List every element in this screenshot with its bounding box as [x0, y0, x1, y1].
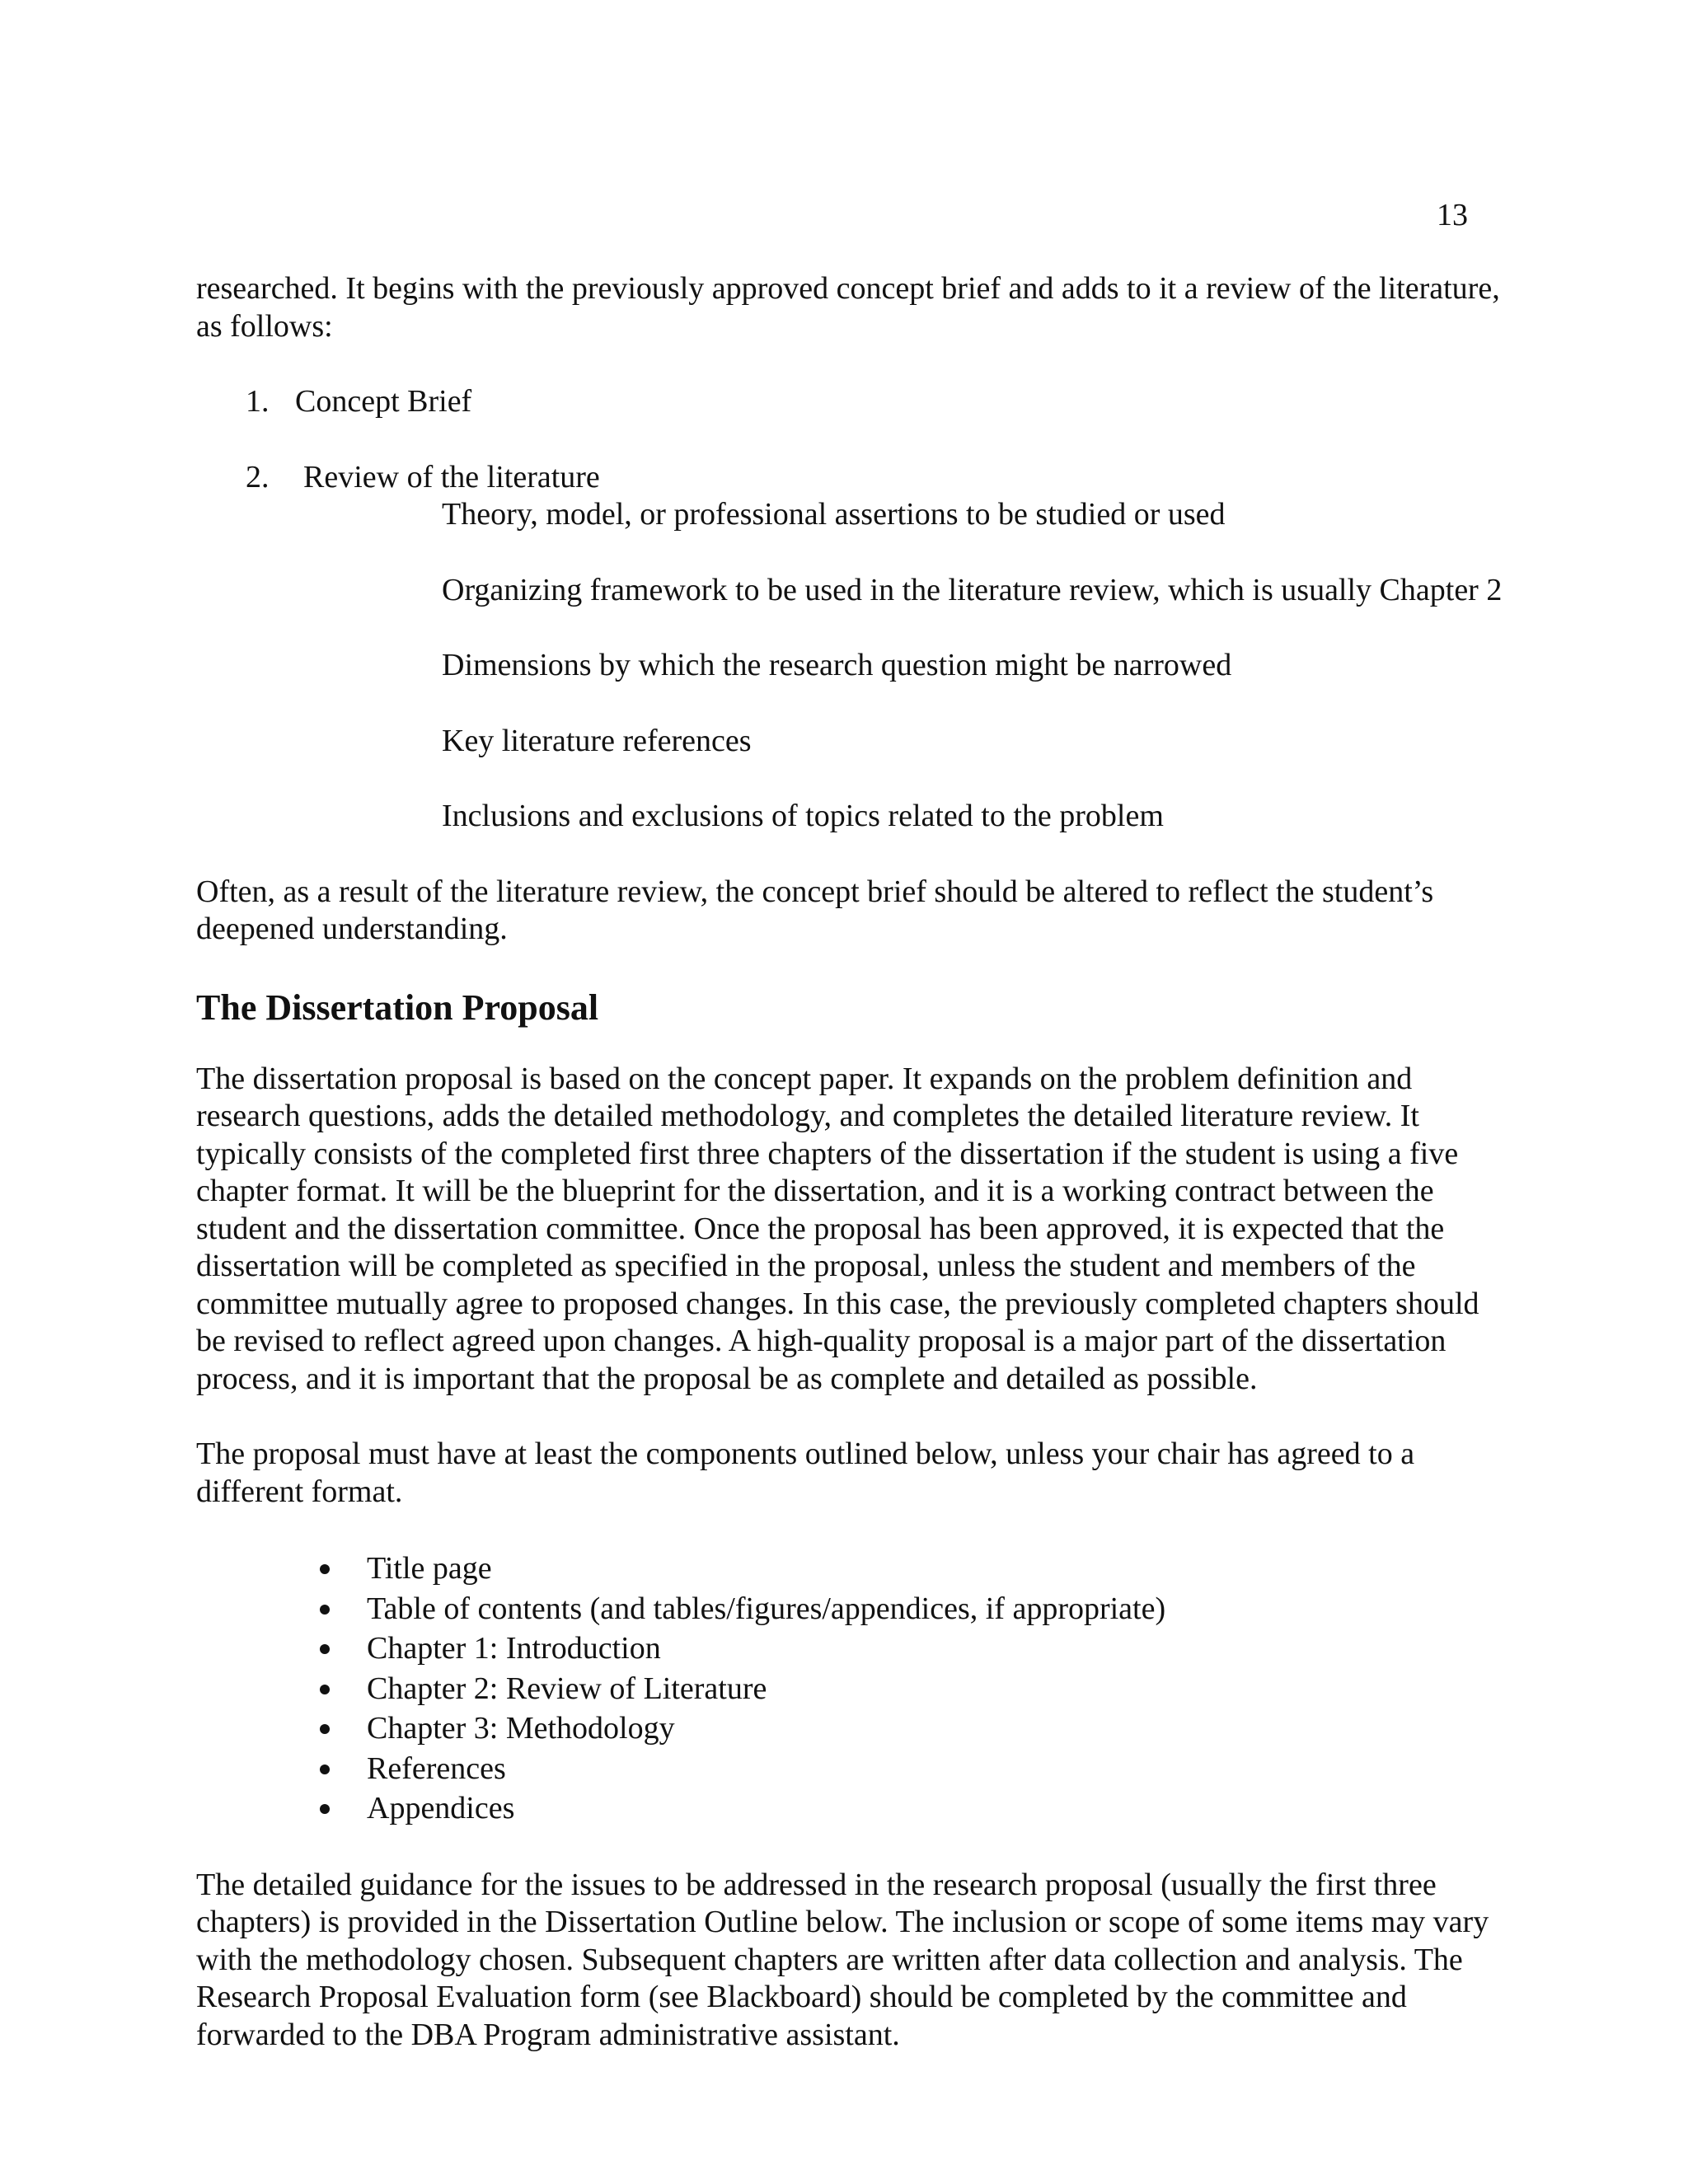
component-item	[320, 1708, 1515, 1749]
bullet-icon	[320, 1765, 330, 1774]
bullet-icon	[320, 1804, 330, 1814]
component-label: Chapter 2: Review of Literature	[367, 1671, 767, 1706]
guidance-paragraph: The detailed guidance for the issues to be addressed in the research proposal (usually the first three chapters) is provided in the Dissertation Outline below. The inclusion or scope of some items may vary with the methodology chosen. Subsequent chapters are written after data collection and analysis. The Research Proposal Evaluation form (see Blackboard) should be completed by the committee and forwarded to the DBA Program administrative assistant.	[196, 1867, 1489, 2052]
numbered-item-concept-brief	[246, 383, 1515, 421]
literature-subitem: Organizing framework to be used in the literature review, which is usually Chapter 2	[442, 572, 1503, 607]
bullet-icon	[320, 1564, 330, 1574]
numbered-item-label: Review of the literature	[303, 459, 600, 494]
components-list	[196, 1549, 1515, 1829]
numbered-item-literature-review	[246, 459, 1515, 836]
component-item	[320, 1788, 1515, 1829]
page-content	[196, 270, 1515, 2092]
numbered-item-number: 2.	[246, 459, 270, 494]
component-item	[320, 1589, 1515, 1629]
component-item	[320, 1749, 1515, 1789]
components-intro: The proposal must have at least the components outlined below, unless your chair has agreed to a different format.	[196, 1436, 1415, 1509]
component-label: Title page	[367, 1551, 492, 1586]
bullet-icon	[320, 1685, 330, 1694]
numbered-item-number: 1.	[246, 384, 270, 419]
literature-subitem: Key literature references	[442, 723, 752, 758]
component-item	[320, 1549, 1515, 1589]
literature-subitem: Inclusions and exclusions of topics related to the problem	[442, 799, 1164, 833]
concept-brief-note: Often, as a result of the literature review, the concept brief should be altered to reflect the student’s deepened understanding.	[196, 874, 1434, 946]
bullet-icon	[320, 1644, 330, 1654]
bullet-icon	[320, 1605, 330, 1615]
literature-subitem: Theory, model, or professional assertions to be studied or used	[442, 497, 1226, 532]
literature-subitem: Dimensions by which the research question might be narrowed	[442, 648, 1232, 682]
component-label: References	[367, 1750, 506, 1786]
component-item	[320, 1669, 1515, 1709]
component-label: Chapter 3: Methodology	[367, 1711, 675, 1746]
component-item	[320, 1629, 1515, 1669]
literature-sublist	[246, 496, 1515, 836]
numbered-item-label: Concept Brief	[295, 384, 472, 419]
page-number: 13	[1437, 198, 1468, 232]
component-label: Table of contents (and tables/figures/appendices, if appropriate)	[367, 1591, 1166, 1626]
intro-paragraph: researched. It begins with the previously approved concept brief and adds to it a review of the literature, as follows:	[196, 271, 1500, 344]
section-heading: The Dissertation Proposal	[196, 987, 599, 1028]
component-label: Appendices	[367, 1791, 515, 1825]
bullet-icon	[320, 1724, 330, 1734]
proposal-paragraph: The dissertation proposal is based on the concept paper. It expands on the problem definition and research questions, adds the detailed methodology, and completes the detailed literature review. It typically consists of the completed first three chapters of the dissertation if the student is using a five chapter format. It will be the blueprint for the dissertation, and it is a working contract between the student and the dissertation committee. Once the proposal has been approved, it is expected that the dissertation will be completed as specified in the proposal, unless the student and members of the committee mutually agree to proposed changes. In this case, the previously completed chapters should be revised to reflect agreed upon changes. A high-quality proposal is a major part of the dissertation process, and it is important that the proposal be as complete and detailed as possible.	[196, 1061, 1479, 1396]
numbered-list	[196, 383, 1515, 836]
component-label: Chapter 1: Introduction	[367, 1631, 661, 1666]
